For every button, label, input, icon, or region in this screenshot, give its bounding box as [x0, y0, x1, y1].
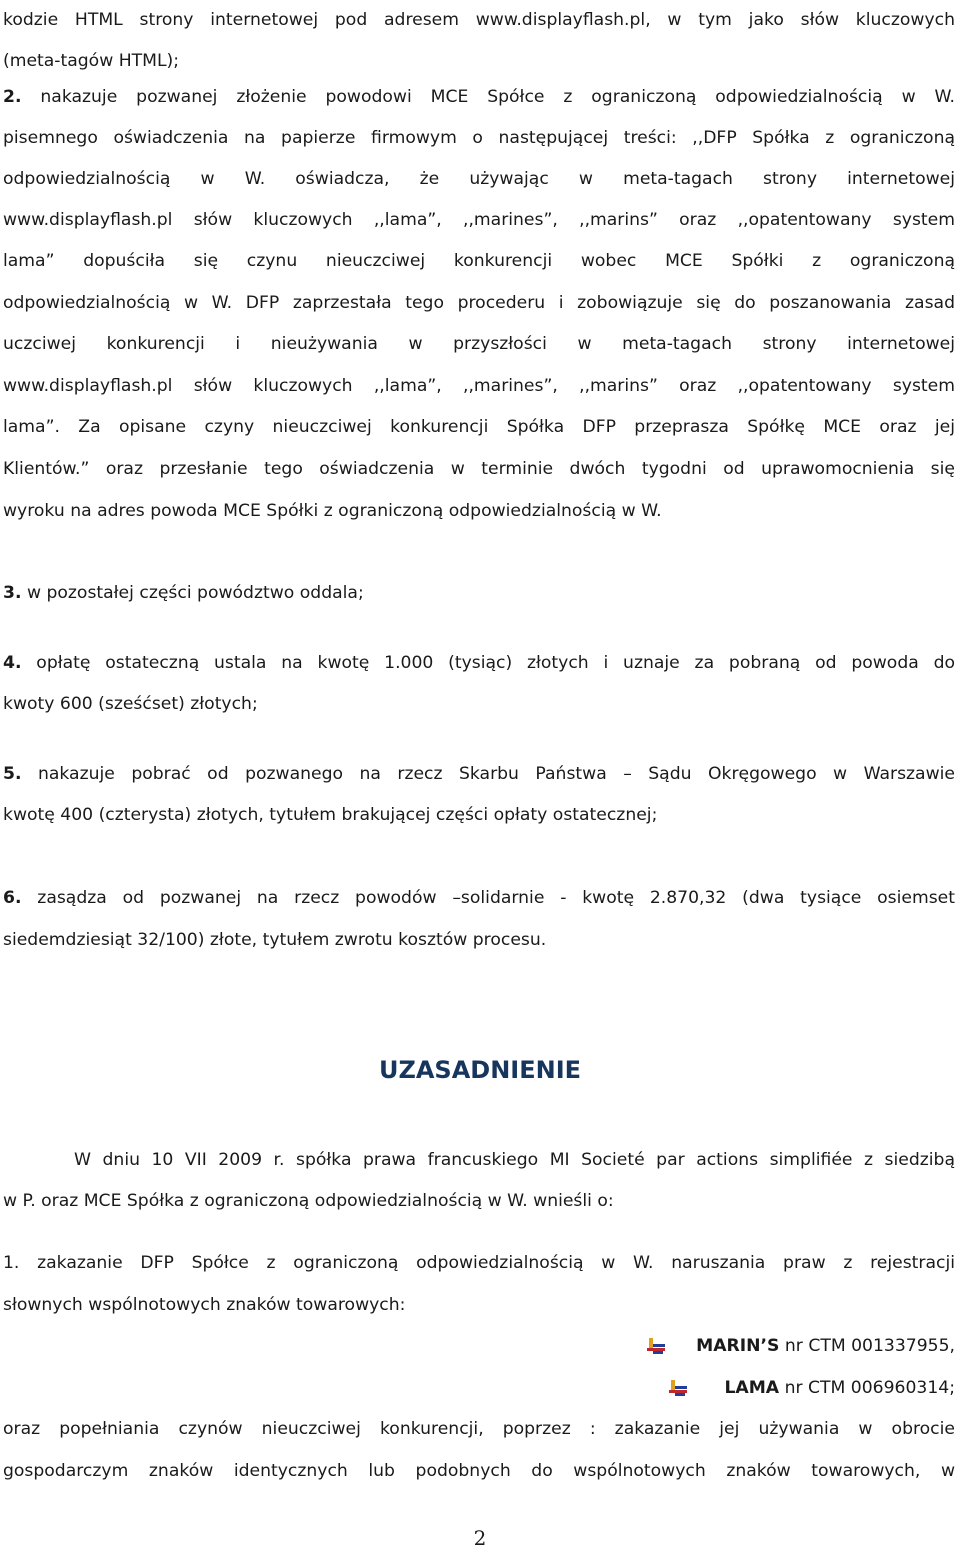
item-number: 5. [3, 764, 22, 784]
list-bullet-icon [645, 1336, 667, 1358]
list-bullet-icon [667, 1378, 689, 1400]
text-line: www.displayflash.pl słów kluczowych ,,lama”, ,,marines”, ,,marins” oraz ,,opatentowany system [3, 210, 955, 230]
item-number: 3. [3, 583, 22, 603]
text-line: słownych wspólnotowych znaków towarowych: [3, 1295, 406, 1315]
text-line: kwotę 400 (czterysta) złotych, tytułem brakującej części opłaty ostatecznej; [3, 805, 658, 825]
text-line: lama”. Za opisane czyny nieuczciwej konkurencji Spółka DFP przeprasza Spółkę MCE oraz jej [3, 417, 955, 437]
item-6-line: 6. zasądza od pozwanej na rzecz powodów –solidarnie - kwotę 2.870,32 (dwa tysiące osiemset [3, 888, 955, 908]
item-number: 2. [3, 87, 22, 107]
text-line: siedemdziesiąt 32/100) złote, tytułem zwrotu kosztów procesu. [3, 930, 547, 950]
text-line: odpowiedzialnością w W. oświadcza, że używając w meta-tagach strony internetowej [3, 169, 955, 189]
item-4-line: 4. opłatę ostateczną ustala na kwotę 1.000 (tysiąc) złotych i uznaje za pobraną od powoda do [3, 653, 955, 673]
text-line: kodzie HTML strony internetowej pod adresem www.displayflash.pl, w tym jako słów kluczowych [3, 10, 955, 30]
item-5-line: 5. nakazuje pobrać od pozwanego na rzecz Skarbu Państwa – Sądu Okręgowego w Warszawie [3, 764, 955, 784]
text-line: oraz popełniania czynów nieuczciwej konkurencji, poprzez : zakazanie jej używania w obrocie [3, 1419, 955, 1439]
item-3-line: 3. w pozostałej części powództwo oddala; [3, 583, 364, 603]
text-line: pisemnego oświadczenia na papierze firmowym o następującej treści: ,,DFP Spółka z ograniczoną [3, 128, 955, 148]
text-line: w P. oraz MCE Spółka z ograniczoną odpowiedzialnością w W. wnieśli o: [3, 1191, 614, 1211]
page-number: 2 [473, 1526, 487, 1550]
text-line: 1. zakazanie DFP Spółce z ograniczoną odpowiedzialnością w W. naruszania praw z rejestracji [3, 1253, 955, 1273]
text-line: www.displayflash.pl słów kluczowych ,,lama”, ,,marines”, ,,marins” oraz ,,opatentowany system [3, 376, 955, 396]
text-line: kwoty 600 (sześćset) złotych; [3, 694, 258, 714]
text-line: W dniu 10 VII 2009 r. spółka prawa francuskiego MI Societé par actions simplifiée z siedzibą [74, 1150, 955, 1170]
trademark-item: LAMA nr CTM 006960314; [724, 1378, 955, 1398]
section-heading: UZASADNIENIE [378, 1056, 582, 1084]
trademark-name: LAMA [724, 1378, 780, 1398]
text-line: uczciwej konkurencji i nieużywania w przyszłości w meta-tagach strony internetowej [3, 334, 955, 354]
item-number: 4. [3, 653, 22, 673]
item-number: 6. [3, 888, 22, 908]
text-line: lama” dopuściła się czynu nieuczciwej konkurencji wobec MCE Spółki z ograniczoną [3, 251, 955, 271]
text-line: wyroku na adres powoda MCE Spółki z ograniczoną odpowiedzialnością w W. [3, 501, 662, 521]
trademark-name: MARIN’S [696, 1336, 780, 1356]
text-line: gospodarczym znaków identycznych lub podobnych do wspólnotowych znaków towarowych, w [3, 1461, 955, 1481]
item-2-line: 2. nakazuje pozwanej złożenie powodowi MCE Spółce z ograniczoną odpowiedzialnością w W. [3, 87, 955, 107]
text-line: (meta-tagów HTML); [3, 51, 180, 71]
text-line: odpowiedzialnością w W. DFP zaprzestała tego procederu i zobowiązuje się do poszanowania zasad [3, 293, 955, 313]
trademark-item: MARIN’S nr CTM 001337955, [696, 1336, 955, 1356]
text-line: Klientów.” oraz przesłanie tego oświadczenia w terminie dwóch tygodni od uprawomocnienia się [3, 459, 955, 479]
